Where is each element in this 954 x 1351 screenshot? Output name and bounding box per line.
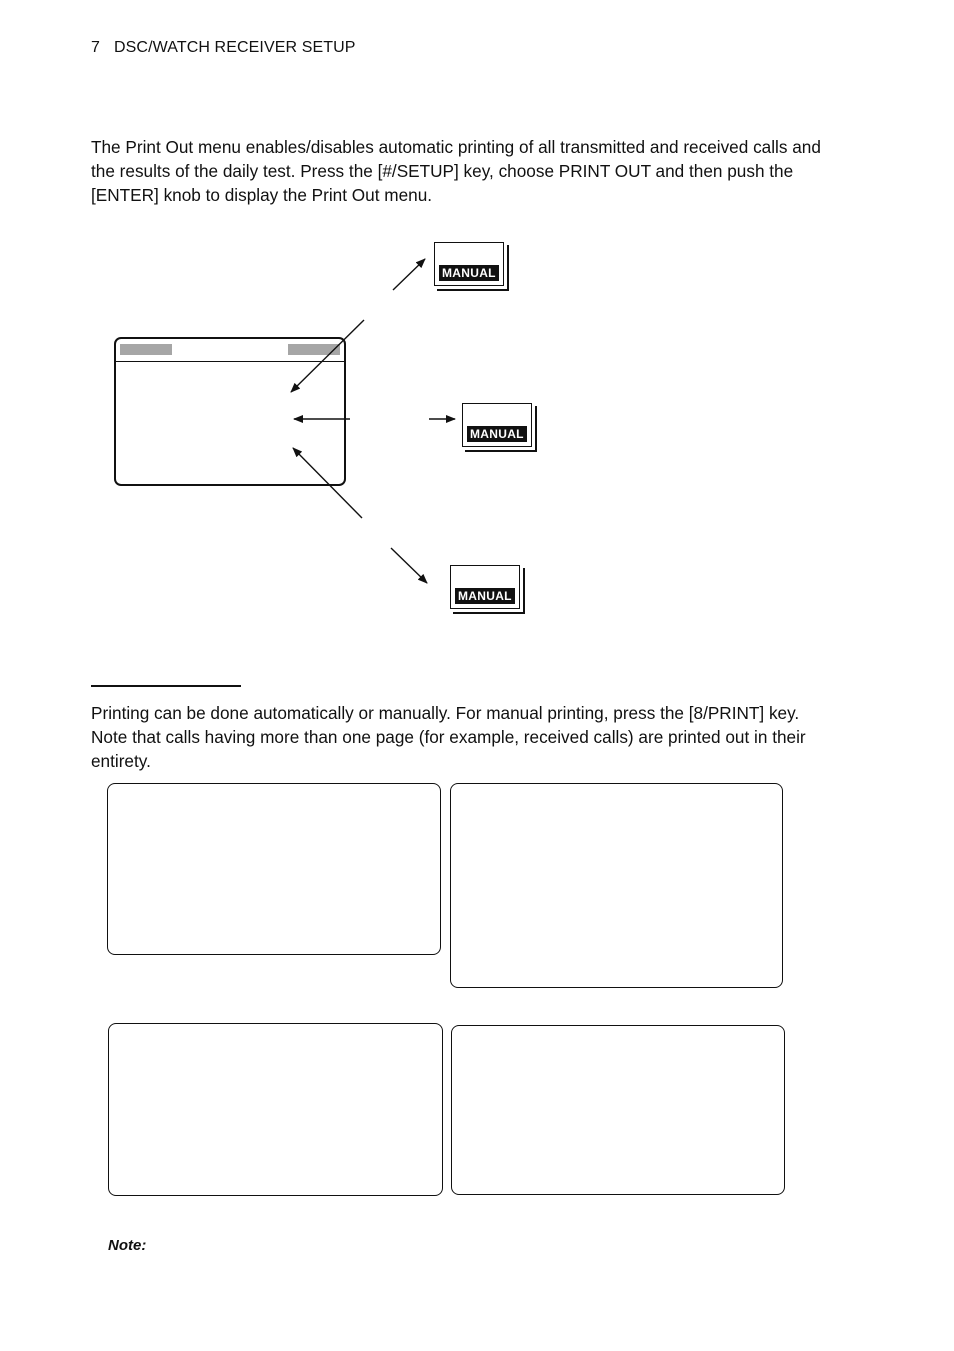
printout-sample-2 — [450, 783, 783, 988]
arrow-to-bottom-badge — [391, 548, 427, 583]
arrow-to-top-badge — [393, 259, 425, 290]
manual-badge-label: MANUAL — [455, 588, 515, 604]
intro-paragraph: The Print Out menu enables/disables automatic printing of all transmitted and received calls and the results of the daily test. Press the [#/SETUP] key, choose PRINT OUT and then push the [ENTER] knob to display the Print Out menu. — [91, 137, 821, 205]
manual-badge-top — [434, 242, 504, 286]
printout-sample-3 — [108, 1023, 443, 1196]
manual-badge-label: MANUAL — [439, 265, 499, 281]
arrow-to-screen-top — [291, 320, 364, 392]
arrow-to-screen-bottom — [293, 448, 362, 518]
printout-sample-4 — [451, 1025, 785, 1195]
section-heading-rule — [91, 685, 241, 687]
chapter-number: 7 — [91, 39, 100, 56]
printing-paragraph: Printing can be done automatically or manually. For manual printing, press the [8/PRINT] key. Note that calls having more than one page (for example, received calls) are printed out in their entirety. — [91, 703, 806, 771]
manual-badge-label: MANUAL — [467, 426, 527, 442]
note-label: Note: — [108, 1237, 147, 1254]
manual-badge-middle — [462, 403, 532, 447]
printout-sample-1 — [107, 783, 441, 955]
chapter-title: DSC/WATCH RECEIVER SETUP — [114, 39, 356, 56]
manual-badge-bottom — [450, 565, 520, 609]
